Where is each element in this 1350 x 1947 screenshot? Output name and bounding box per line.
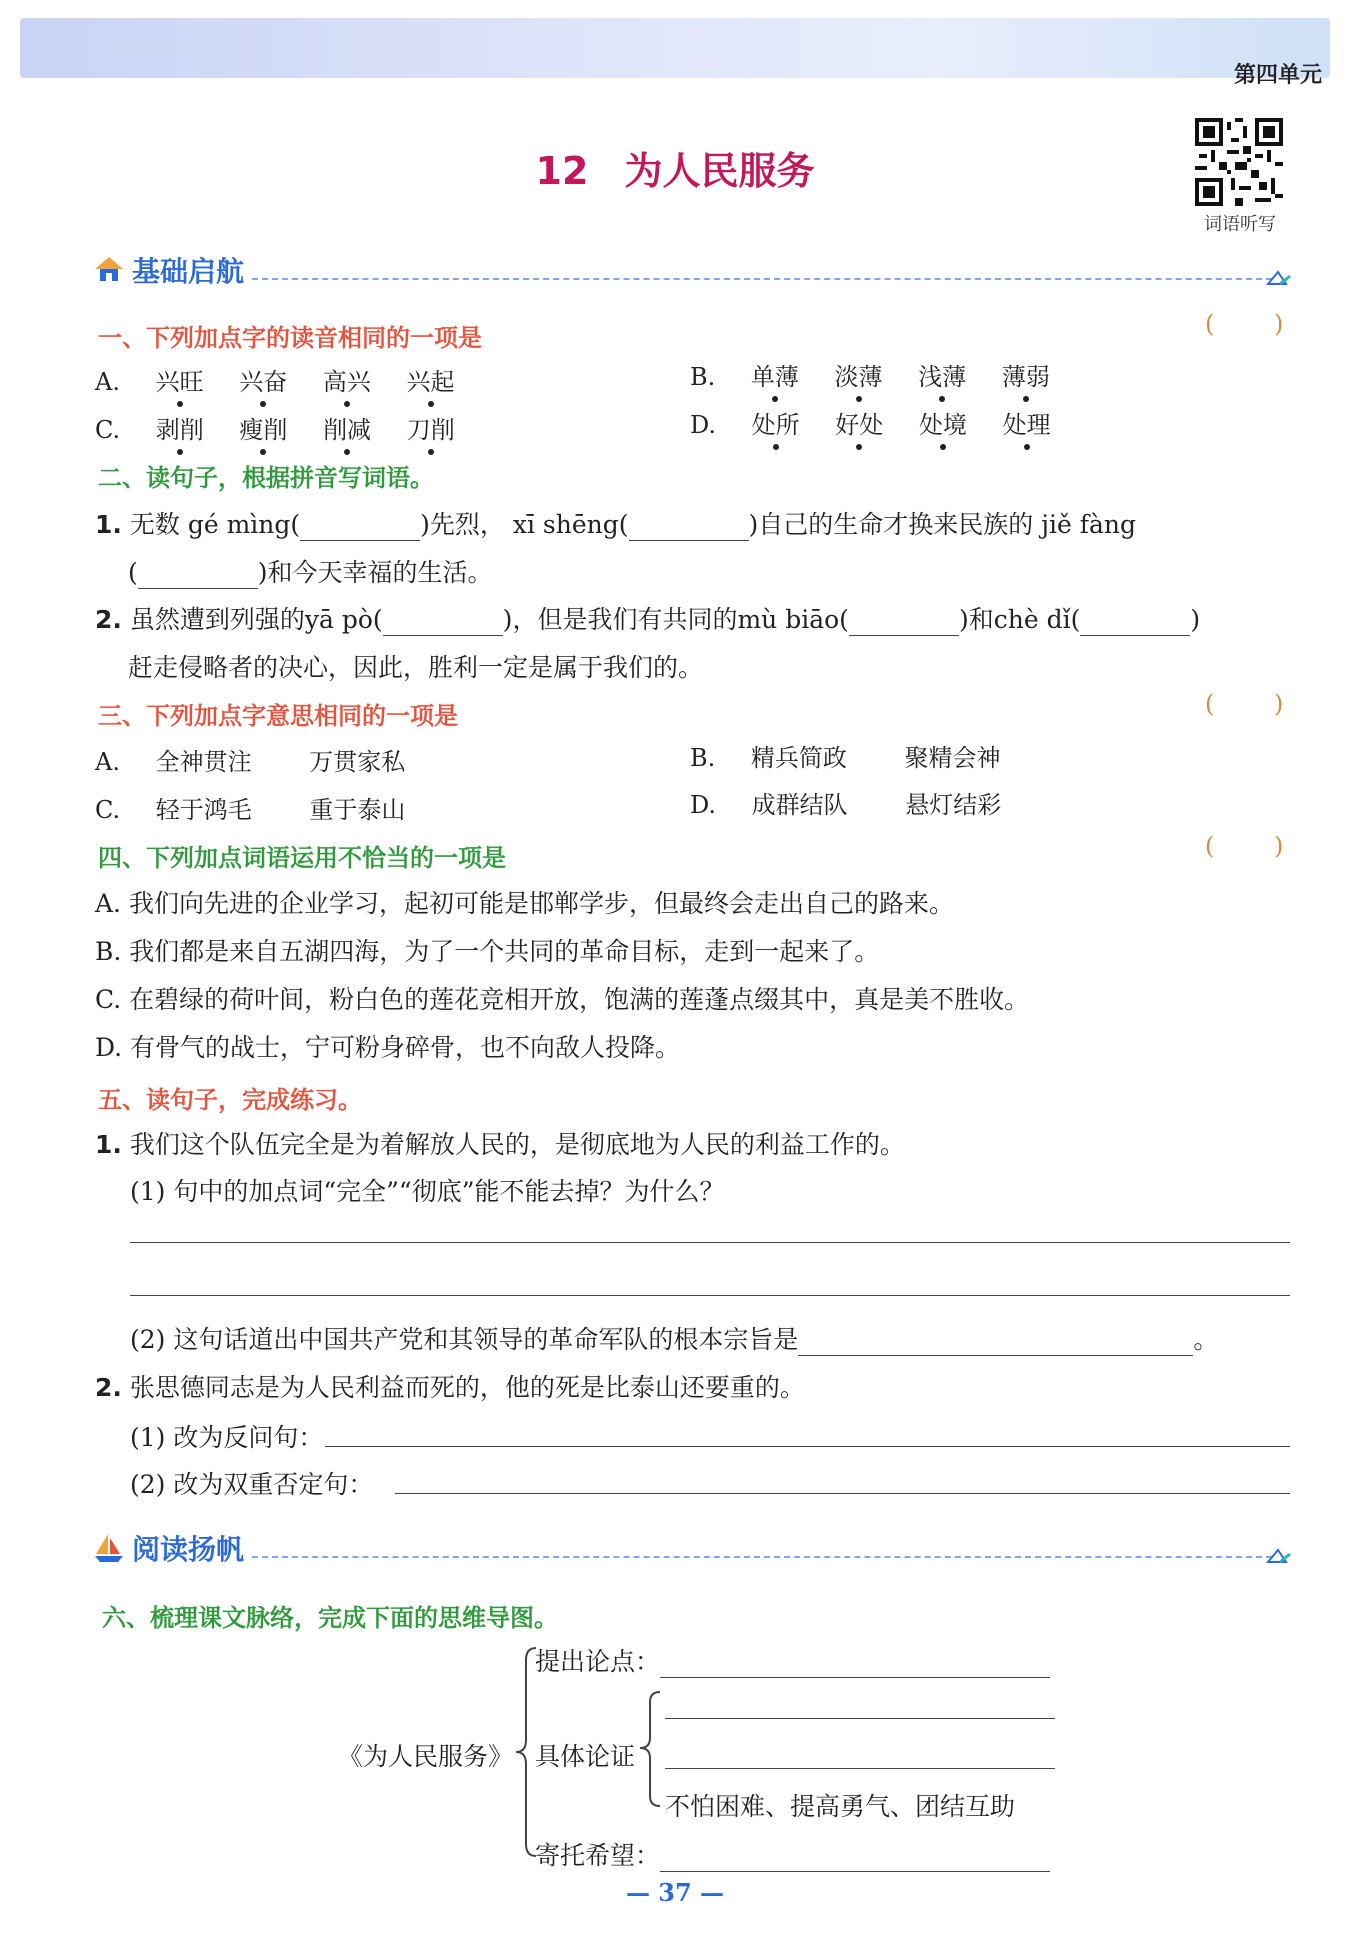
answer-paren[interactable]: ( ) [1205, 832, 1310, 860]
answer-line[interactable] [130, 1242, 1290, 1243]
mindmap-root: 《为人民服务》 [338, 1742, 514, 1771]
unit-label: 第四单元 [1233, 63, 1322, 88]
page-number: — 37 — [625, 1878, 725, 1907]
answer-blank[interactable] [849, 635, 959, 636]
answer-line[interactable] [665, 1768, 1055, 1769]
q4-option-c[interactable]: C. 在碧绿的荷叶间，粉白色的莲花竞相开放，饱满的莲蓬点缀其中，真是美不胜收。 [95, 985, 1030, 1014]
q1-option-a[interactable]: A. 兴旺 兴奋 高兴 兴起 [95, 362, 455, 397]
word: 削减 [323, 416, 371, 444]
dashed-divider [252, 1556, 1272, 1558]
word: 剥削 [156, 416, 204, 444]
q5-sub-3: (1) 改为反问句： [130, 1423, 324, 1452]
answer-blank[interactable] [660, 1677, 1050, 1678]
house-icon [92, 252, 126, 286]
word: 好处 [835, 411, 883, 439]
answer-blank[interactable] [798, 1355, 1193, 1356]
q1-option-d[interactable]: D. 处所 好处 处境 处理 [690, 405, 1051, 440]
q2-sentence-2: 2. 虽然遭到列强的yā pò( )，但是我们有共同的mù biāo( )和chè dǐ( ) [95, 605, 1201, 634]
q3-option-b[interactable]: B. 精兵简政 聚精会神 [690, 744, 1001, 772]
word: 刀削 [407, 416, 455, 444]
word: 薄弱 [1002, 363, 1050, 391]
word: 处境 [919, 411, 967, 439]
word: 处所 [752, 411, 800, 439]
pinyin: chè dǐ [993, 605, 1071, 634]
answer-paren[interactable]: ( ) [1205, 690, 1310, 718]
word: 淡薄 [835, 363, 883, 391]
q1-option-b[interactable]: B. 单薄 淡薄 浅薄 薄弱 [690, 357, 1050, 392]
q5-sub-2: (2) 这句话道出中国共产党和其领导的革命军队的根本宗旨是 。 [130, 1325, 1219, 1354]
question-4-title: 四、下列加点词语运用不恰当的一项是 [98, 844, 506, 872]
pinyin: gé mìng [187, 510, 291, 539]
qr-label: 词语听写 [1204, 214, 1276, 235]
question-6-title: 六、梳理课文脉络，完成下面的思维导图。 [102, 1604, 558, 1632]
q3-option-c[interactable]: C. 轻于鸿毛 重于泰山 [95, 796, 406, 824]
section-title: 基础启航 [132, 255, 245, 288]
mindmap-branch-3: 寄托希望： [535, 1836, 1050, 1872]
q2-sentence-1: 1. 无数 gé mìng( )先烈， xī shēng( )自己的生命才换来民族的 jiě fàng [95, 510, 1137, 539]
word: 兴奋 [239, 368, 287, 396]
question-3-title: 三、下列加点字意思相同的一项是 [98, 702, 458, 730]
section-header-basics [92, 250, 1292, 290]
dashed-divider [252, 278, 1272, 280]
q2-sentence-2-cont: 赶走侵略者的决心，因此，胜利一定是属于我们的。 [128, 653, 704, 682]
mindmap-branch-2-item-3: 不怕困难、提高勇气、团结互助 [665, 1792, 1016, 1821]
answer-line[interactable] [665, 1718, 1055, 1719]
q2-sentence-1-cont: ( )和今天幸福的生活。 [128, 558, 493, 587]
section-title: 阅读扬帆 [132, 1533, 245, 1566]
q1-option-c[interactable]: C. 剥削 瘦削 削减 刀削 [95, 410, 455, 445]
word: 兴起 [407, 368, 455, 396]
section-header-reading [92, 1528, 1292, 1568]
word: 处理 [1003, 411, 1051, 439]
qr-code[interactable] [1195, 118, 1283, 206]
q4-option-d[interactable]: D. 有骨气的战士，宁可粉身碎骨，也不向敌人投降。 [95, 1033, 681, 1062]
mindmap-branch-1: 提出论点： [535, 1642, 1050, 1678]
answer-blank[interactable] [1080, 635, 1190, 636]
pinyin: mù biāo [737, 605, 840, 634]
answer-blank[interactable] [138, 588, 258, 589]
word: 高兴 [323, 368, 371, 396]
question-1-title: 一、下列加点字的读音相同的一项是 [98, 324, 482, 352]
answer-blank[interactable] [300, 540, 420, 541]
header-band [20, 18, 1330, 78]
answer-line[interactable] [325, 1446, 1290, 1447]
word: 单薄 [751, 363, 799, 391]
q5-sentence-2: 2. 张思德同志是为人民利益而死的，他的死是比泰山还要重的。 [95, 1373, 805, 1402]
q4-option-b[interactable]: B. 我们都是来自五湖四海，为了一个共同的革命目标，走到一起来了。 [95, 937, 880, 966]
answer-blank[interactable] [629, 540, 749, 541]
mindmap-branch-2: 具体论证 [535, 1742, 636, 1771]
pinyin: xī shēng [512, 510, 619, 539]
page-title [0, 140, 1350, 195]
word: 瘦削 [239, 416, 287, 444]
q3-option-d[interactable]: D. 成群结队 悬灯结彩 [690, 791, 1002, 819]
q5-sentence-1: 1. 我们这个队伍完全是为着解放人民的，是彻底地为人民的利益工作的。 [95, 1130, 905, 1159]
answer-line[interactable] [395, 1493, 1290, 1494]
answer-line[interactable] [130, 1295, 1290, 1296]
lesson-title: 为人民服务 [624, 149, 815, 193]
pinyin: yā pò [304, 605, 373, 634]
q3-option-a[interactable]: A. 全神贯注 万贯家私 [95, 748, 406, 776]
arrow-tail-icon [1266, 266, 1292, 288]
q5-sub-4: (2) 改为双重否定句： [130, 1470, 374, 1499]
q5-sub-1: (1) 句中的加点词“完全”“彻底”能不能去掉？为什么？ [130, 1177, 725, 1206]
word: 浅薄 [918, 363, 966, 391]
arrow-tail-icon [1266, 1544, 1292, 1566]
pinyin: jiě fàng [1041, 510, 1137, 539]
sailboat-icon [92, 1530, 126, 1564]
answer-paren[interactable]: ( ) [1205, 310, 1310, 338]
answer-blank[interactable] [660, 1871, 1050, 1872]
answer-blank[interactable] [383, 635, 503, 636]
question-2-title: 二、读句子，根据拼音写词语。 [98, 464, 434, 492]
lesson-number: 12 [535, 149, 589, 193]
q4-option-a[interactable]: A. 我们向先进的企业学习，起初可能是邯郸学步，但最终会走出自己的路来。 [95, 889, 954, 918]
question-5-title: 五、读句子，完成练习。 [98, 1086, 362, 1114]
word: 兴旺 [156, 368, 204, 396]
